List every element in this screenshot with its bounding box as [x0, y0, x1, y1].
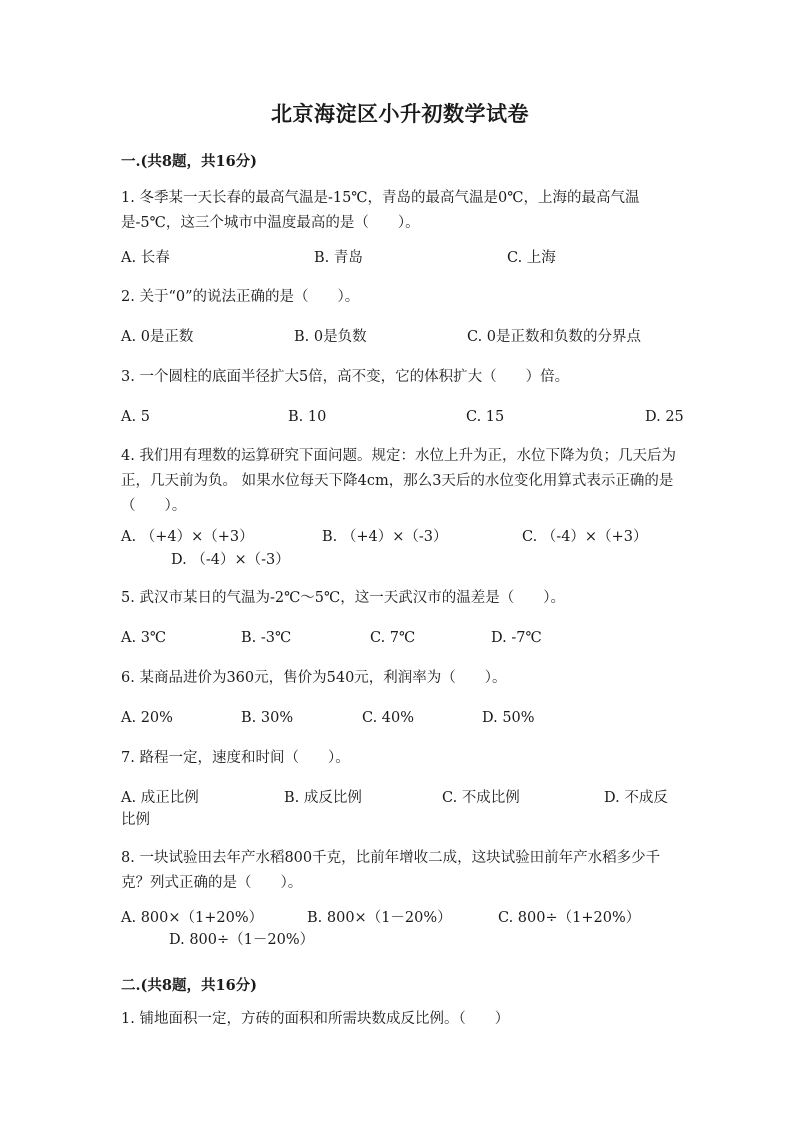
option-8a[interactable]: A. 800×（1+20%）: [121, 910, 264, 926]
options-4: [121, 525, 681, 550]
question-8: 8. 一块试验田去年产水稻800千克，比前年增收二成，这块试验田前年产水稻多少千克？列式正确的是（ ）。: [121, 850, 661, 891]
option-3a[interactable]: A. 5: [121, 409, 150, 425]
option-6a[interactable]: A. 20%: [121, 710, 173, 726]
question-7: 7. 路程一定，速度和时间（ ）。: [121, 750, 350, 766]
option-3d[interactable]: D. 25: [645, 409, 684, 425]
options-3: [121, 405, 684, 430]
question-4: 4. 我们用有理数的运算研究下面问题。规定：水位上升为正，水位下降为负；几天后为正，几天前为负。 如果水位每天下降4cm，那么3天后的水位变化用算式表示正确的是（ ）。: [121, 448, 676, 514]
option-7a[interactable]: A. 成正比例: [121, 790, 199, 806]
option-7d-continued: 比例: [121, 812, 150, 828]
option-4b[interactable]: B. （+4）×（-3）: [322, 529, 448, 545]
option-2c[interactable]: C. 0是正数和负数的分界点: [467, 329, 642, 345]
section-header-2: 二.(共8题，共16分): [121, 977, 258, 994]
page-title: 北京海淀区小升初数学试卷: [271, 101, 529, 126]
option-5b[interactable]: B. -3℃: [241, 630, 292, 646]
option-1b[interactable]: B. 青岛: [314, 250, 363, 266]
question-6: 6. 某商品进价为360元，售价为540元，利润率为（ ）。: [121, 670, 507, 686]
option-4c[interactable]: C. （-4）×（+3）: [522, 529, 648, 545]
option-5c[interactable]: C. 7℃: [370, 630, 416, 646]
options-6: [121, 706, 681, 731]
option-8c[interactable]: C. 800÷（1+20%）: [498, 910, 641, 926]
option-2b[interactable]: B. 0是负数: [294, 329, 367, 345]
options-1: [121, 246, 681, 271]
question-2-1: 1. 铺地面积一定，方砖的面积和所需块数成反比例。（ ）: [121, 1011, 510, 1027]
option-8d[interactable]: D. 800÷（1－20%）: [169, 932, 315, 948]
option-6c[interactable]: C. 40%: [362, 710, 415, 726]
question-1: 1. 冬季某一天长春的最高气温是-15℃，青岛的最高气温是0℃，上海的最高气温是-5℃，这三个城市中温度最高的是（ ）。: [121, 190, 640, 231]
option-3c[interactable]: C. 15: [466, 409, 505, 425]
option-7d[interactable]: D. 不成反: [604, 790, 668, 806]
option-4a[interactable]: A. （+4）×（+3）: [121, 529, 254, 545]
question-5: 5. 武汉市某日的气温为-2℃～5℃，这一天武汉市的温差是（ ）。: [121, 590, 565, 606]
option-3b[interactable]: B. 10: [288, 409, 327, 425]
question-2: 2. 关于“0”的说法正确的是（ ）。: [121, 289, 360, 305]
option-1c[interactable]: C. 上海: [507, 250, 556, 266]
option-4d[interactable]: D. （-4）×（-3）: [171, 552, 290, 568]
options-7: [121, 786, 681, 811]
options-5: [121, 626, 681, 651]
option-5a[interactable]: A. 3℃: [121, 630, 167, 646]
option-5d[interactable]: D. -7℃: [491, 630, 542, 646]
option-1a[interactable]: A. 长春: [121, 250, 170, 266]
option-6b[interactable]: B. 30%: [241, 710, 294, 726]
option-7c[interactable]: C. 不成比例: [442, 790, 520, 806]
option-7b[interactable]: B. 成反比例: [284, 790, 362, 806]
option-6d[interactable]: D. 50%: [482, 710, 535, 726]
section-header-1: 一.(共8题，共16分): [121, 153, 258, 170]
options-2: [121, 325, 681, 350]
option-2a[interactable]: A. 0是正数: [121, 329, 194, 345]
option-8b[interactable]: B. 800×（1－20%）: [307, 910, 452, 926]
question-3: 3. 一个圆柱的底面半径扩大5倍，高不变，它的体积扩大（ ）倍。: [121, 369, 570, 385]
